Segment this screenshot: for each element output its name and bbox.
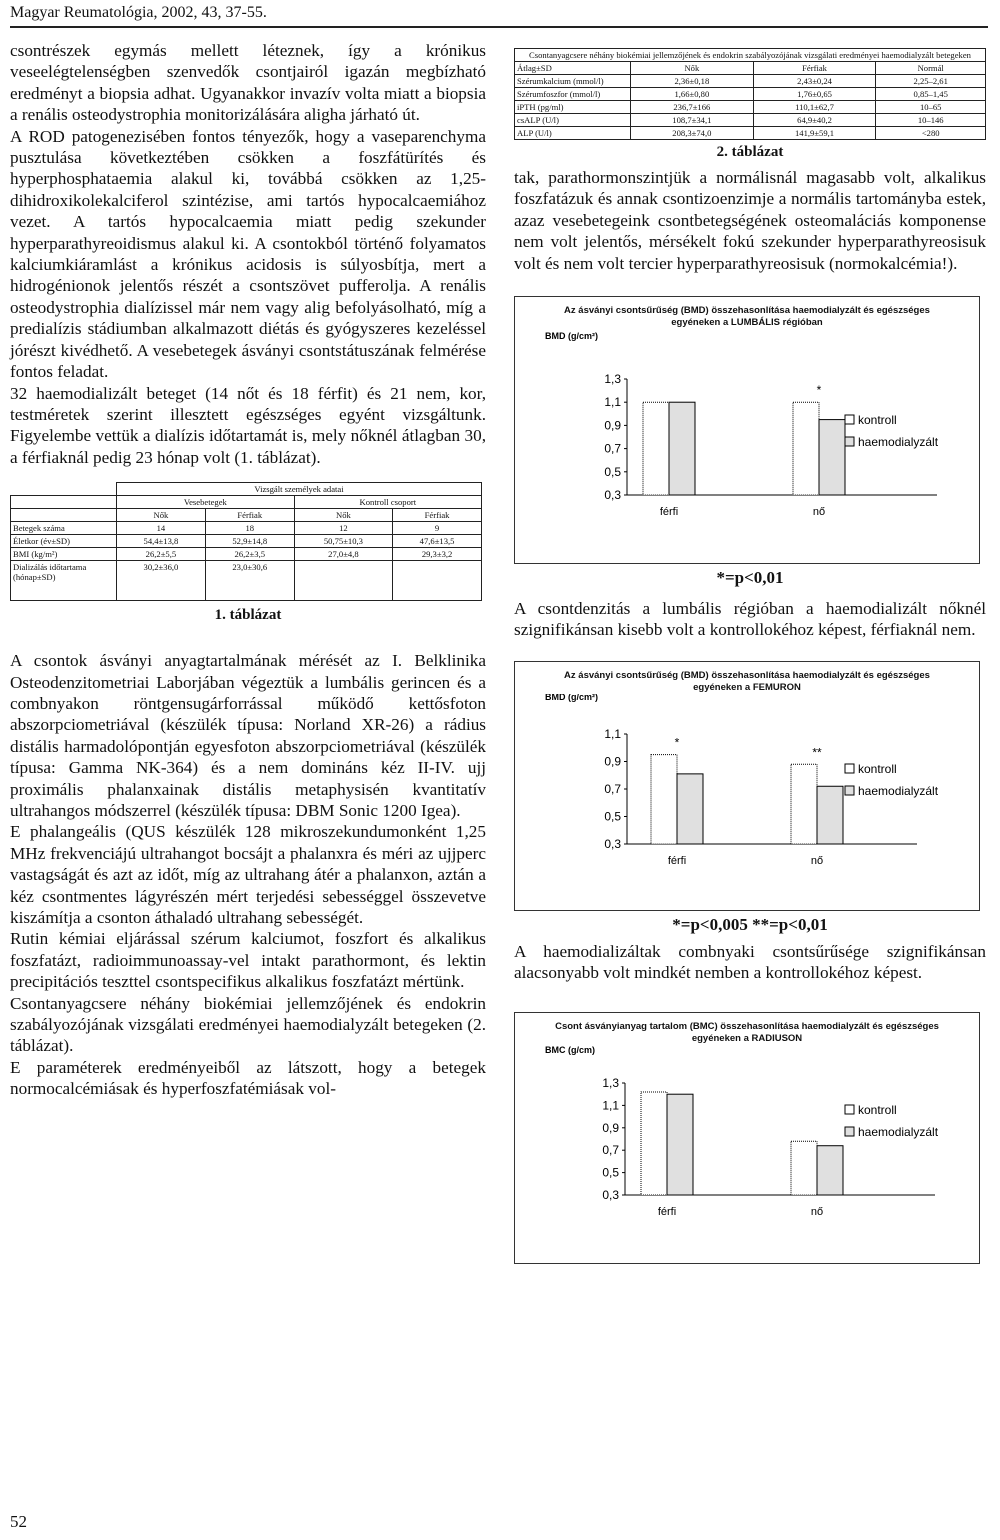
y-axis-label: BMC (g/cm) — [545, 1044, 595, 1055]
legend-swatch — [845, 764, 854, 773]
table-row — [11, 535, 482, 548]
chart-plot — [515, 694, 979, 892]
legend-label: kontroll — [858, 413, 897, 428]
legend-label: haemodialyzált — [858, 783, 939, 798]
chart-title: Csont ásványianyag tartalom (BMC) összehasonlítása haemodialyzált és egészséges egyéneken a RADIUSON — [555, 1020, 939, 1044]
chart-femur — [514, 661, 980, 911]
table-cell: 9 — [393, 522, 482, 535]
table-cell: 26,2±5,5 — [117, 548, 206, 561]
chart-title: Az ásványi csontsűrűség (BMD) összehasonlítása haemodialyzált és egészséges egyéneken a LUMBÁLIS régióban — [564, 305, 930, 329]
legend-swatch — [845, 437, 854, 446]
table-cell: 23,0±30,6 — [205, 561, 294, 601]
paragraph: Csontanyagcsere néhány biokémiai jellemzőjének és endokrin szabályozójának vizsgálati eredményei haemodialyzált betegeken (2. táblázat). — [10, 993, 486, 1056]
table-cell: 1,66±0,80 — [631, 88, 754, 101]
table-row — [11, 561, 482, 601]
table-cell: 30,2±36,0 — [117, 561, 206, 601]
left-column — [10, 40, 486, 1100]
y-tick-label: 0,3 — [602, 1187, 619, 1202]
table-title: Csontanyagcsere néhány biokémiai jellemzőjének és endokrin szabályozójának vizsgálati eredményei haemodialyzált betegeken — [515, 49, 986, 62]
chart-plot — [515, 1045, 979, 1245]
significance-note: *=p<0,005 **=p<0,01 — [672, 914, 828, 934]
row-label: Dializálás időtartama (hónap±SD) — [11, 561, 117, 601]
table-header: Férfiak — [753, 62, 876, 75]
table-cell: 208,3±74,0 — [631, 127, 754, 140]
x-category-label: nő — [810, 1205, 824, 1218]
y-tick-label: 0,5 — [604, 809, 621, 824]
chart-title: Az ásványi csontsűrűség (BMD) összehasonlítása haemodialyzált és egészséges egyéneken a FEMURON — [564, 669, 930, 693]
bar-kontroll — [791, 1141, 817, 1195]
row-label: Életkor (év±SD) — [11, 535, 117, 548]
table-cell: 54,4±13,8 — [117, 535, 206, 548]
table-cell: 10–65 — [876, 101, 986, 114]
table-cell — [393, 561, 482, 601]
table-cell: 47,6±13,5 — [393, 535, 482, 548]
y-tick-label: 1,3 — [602, 1075, 619, 1090]
y-tick-label: 0,9 — [604, 418, 621, 433]
table-cell: 64,9±40,2 — [753, 114, 876, 127]
table-cell: 10–146 — [876, 114, 986, 127]
bar-haemodialyzált — [817, 1145, 843, 1194]
table-cell: <280 — [876, 127, 986, 140]
table-row — [11, 522, 482, 535]
table-row — [515, 88, 986, 101]
y-tick-label: 0,3 — [604, 488, 621, 503]
bar-kontroll — [643, 402, 669, 495]
y-tick-label: 0,7 — [604, 441, 621, 456]
paragraph: A csontdenzitás a lumbális régióban a haemodializált nőknél szignifikánsan kisebb volt a kontrollokéhoz képest, férfiaknál nem. — [514, 599, 986, 640]
y-axis-label: BMD (g/cm²) — [545, 331, 598, 342]
bar-haemodialyzált — [667, 1094, 693, 1195]
y-tick-label: 0,7 — [602, 1142, 619, 1157]
paragraph: E phalangeális (QUS készülék 128 mikroszekundumonként 1,25 MHz frekvenciájú ultrahangot bocsájt a phalanxra és méri az ujjperc vastagságát és azt az időt, míg az ultrahang átér a phalanxon, aztán a kéz csontmentes lágyrészén mért terjedési sebességgel összevetve kiszámítja a csonton áthaladó ultrahang sebességét. — [10, 822, 486, 927]
legend-label: kontroll — [858, 761, 897, 776]
table-1 — [10, 482, 486, 624]
x-category-label: férfi — [667, 854, 687, 867]
table-cell: 18 — [205, 522, 294, 535]
y-tick-label: 0,5 — [604, 464, 621, 479]
table-header: Kontroll csoport — [294, 496, 481, 509]
table-cell: 2,43±0,24 — [753, 75, 876, 88]
bar-haemodialyzált — [669, 402, 695, 495]
table-header: Vesebetegek — [117, 496, 295, 509]
y-tick-label: 0,3 — [604, 836, 621, 851]
table-2 — [514, 48, 986, 161]
paragraph: A ROD patogenezisében fontos tényezők, hogy a vaseparenchyma pusztulása következtében csökken a foszfátürítés és hyperphosphataemia alakul ki, továbbá csökken az 1,25-dihidroxikolekalciferol szintézise, ami tartós hypocalcaemiához vezet. A tartós hypocalcaemia miatt pedig szekunder hyperparathyreoidismus alakul ki. A csontokból történő folyamatos kalciumkiáramlást a krónikus acidosis is súlyosbítja, mert a hidrogénionok jelentős részét a csontszövet pufferolja. A renális osteodystrophia dialízissel már nem vagy alig befolyásolható, míg a predialízis stádiumban alkalmazott diétás és gyógyszeres kezeléssel jórészt kivédhető. A vesebetegek ásványi csontstátuszának felmérése fontos feladat. — [10, 126, 486, 382]
journal-header: Magyar Reumatológia, 2002, 43, 37-55. — [10, 4, 267, 21]
x-category-label: nő — [812, 506, 826, 519]
row-label: csALP (U/l) — [515, 114, 631, 127]
table-cell: 14 — [117, 522, 206, 535]
y-tick-label: 1,1 — [602, 1098, 619, 1113]
paragraph: Rutin kémiai eljárással szérum kalciumot, foszfort és alkalikus foszfatázt, radioimmunoassay-vel intakt parathormont, és lektin precipitációs teszttel csontspecifikus alkalikus foszfatázt mértünk. — [10, 929, 486, 992]
y-tick-label: 1,1 — [604, 726, 621, 741]
table-cell: 52,9±14,8 — [205, 535, 294, 548]
table-cell: 29,3±3,2 — [393, 548, 482, 561]
bar-kontroll — [791, 764, 817, 844]
significance-marker: * — [674, 735, 680, 750]
row-label: ALP (U/l) — [515, 127, 631, 140]
table-cell: 1,76±0,65 — [753, 88, 876, 101]
bar-kontroll — [793, 402, 819, 495]
table-cell — [294, 561, 392, 601]
table-header: Nők — [294, 509, 392, 522]
y-tick-label: 0,9 — [604, 754, 621, 769]
y-axis-label: BMD (g/cm²) — [545, 693, 598, 702]
paragraph: csontrészek egymás mellett léteznek, így a krónikus veseelégtelenségben szenvedők csontjairól igazán megbízható eredményt a biopsia adhat. Ugyanakkor invazív volta miatt a biopsia a renális osteodystrophia monitorizálására aligha járható út. — [10, 41, 486, 125]
table-row — [515, 127, 986, 140]
table-header: Férfiak — [393, 509, 482, 522]
chart-lumbal — [514, 296, 980, 564]
header-rule — [10, 26, 988, 28]
page-number: 52 — [10, 1512, 27, 1531]
table-header: Nők — [117, 509, 206, 522]
row-label: iPTH (pg/ml) — [515, 101, 631, 114]
table-row — [11, 548, 482, 561]
y-tick-label: 0,7 — [604, 781, 621, 796]
y-tick-label: 1,3 — [604, 372, 621, 387]
table-header: Vizsgált személyek adatai — [117, 483, 482, 496]
table-caption: 1. táblázat — [214, 607, 282, 624]
bar-haemodialyzált — [677, 774, 703, 844]
row-label: BMI (kg/m²) — [11, 548, 117, 561]
row-label: Betegek száma — [11, 522, 117, 535]
legend-label: haemodialyzált — [858, 1124, 939, 1139]
table-cell: 2,25–2,61 — [876, 75, 986, 88]
legend-swatch — [845, 1127, 854, 1136]
table-cell: 12 — [294, 522, 392, 535]
table-caption: 2. táblázat — [716, 144, 784, 160]
table-cell: 236,7±166 — [631, 101, 754, 114]
paragraph: E paraméterek eredményeiből az látszott, hogy a betegek normocalcémiásak és hyperfoszfatémiásak vol- — [10, 1057, 486, 1099]
bar-haemodialyzált — [819, 420, 845, 495]
legend-label: haemodialyzált — [858, 435, 939, 450]
bar-kontroll — [651, 754, 677, 843]
table-cell: 26,2±3,5 — [205, 548, 294, 561]
table-cell: 0,85–1,45 — [876, 88, 986, 101]
legend-swatch — [845, 1105, 854, 1114]
paragraph: A csontok ásványi anyagtartalmának mérését az I. Belklinika Osteodenzitometriai Laborjában végeztük a lumbális gerincen és a combnyakon röntgensugárforrással működő kettősfoton abszorpciometriával (készülék típusa: Norland XR-26) a rádius distális harmadolópontján egyesfoton abszorpciometriával (készülék típusa: Gamma NK-364) és a nem domináns kéz II-IV. ujj proximális phalanxainak distális metaphysisén kvantitatív ultrahangos módszerrel (készülék típusa: DBM Sonic 1200 Igea). — [10, 651, 486, 820]
legend-swatch — [845, 786, 854, 795]
table-row — [515, 75, 986, 88]
legend-swatch — [845, 415, 854, 424]
chart-radius — [514, 1012, 980, 1264]
x-category-label: férfi — [657, 1205, 677, 1218]
bar-kontroll — [641, 1092, 667, 1195]
x-category-label: nő — [810, 854, 824, 867]
bar-haemodialyzált — [817, 786, 843, 844]
table-header: Normál — [876, 62, 986, 75]
y-tick-label: 0,9 — [602, 1120, 619, 1135]
table-cell: 110,1±62,7 — [753, 101, 876, 114]
table-header: Nők — [631, 62, 754, 75]
table-header: Férfiak — [205, 509, 294, 522]
table-cell: 108,7±34,1 — [631, 114, 754, 127]
y-tick-label: 0,5 — [602, 1165, 619, 1180]
paragraph: A haemodializáltak combnyaki csontsűrűsége szignifikánsan alacsonyabb volt mindkét nemben a kontrollokéhoz képest. — [514, 941, 986, 983]
legend-label: kontroll — [858, 1102, 897, 1117]
significance-note: *=p<0,01 — [716, 568, 784, 588]
row-label: Szérumfoszfor (mmol/l) — [515, 88, 631, 101]
table-cell: 50,75±10,3 — [294, 535, 392, 548]
table-header: Átlag±SD — [515, 62, 631, 75]
table-row — [515, 114, 986, 127]
x-category-label: férfi — [659, 506, 679, 519]
right-column — [514, 40, 986, 1264]
table-cell: 2,36±0,18 — [631, 75, 754, 88]
paragraph: 32 haemodializált beteget (14 nőt és 18 férfit) és 21 nem, kor, testméretek szerint illesztett egészséges egyént vizsgáltunk. Figyelembe vettük a dialízis időtartamát is, mely nőknél átlagban 30, a férfiaknál pedig 23 hónap volt (1. táblázat). — [10, 383, 486, 467]
significance-marker: ** — [812, 745, 822, 760]
y-tick-label: 1,1 — [604, 395, 621, 410]
table-cell: 141,9±59,1 — [753, 127, 876, 140]
table-cell: 27,0±4,8 — [294, 548, 392, 561]
significance-marker: * — [816, 383, 822, 398]
table-row — [515, 101, 986, 114]
paragraph: tak, parathormonszintjük a normálisnál magasabb volt, alkalikus foszfatázuk és annak csontizoenzimje a normális tartományba estek, azaz vesebetegeink csontbetegségének osteomaláciás komponense nem volt jelentős, mérsékelt fokú szekunder hyperparathyreosisuk volt és nem volt tercier hyperparathyreosisuk (normokalcémia!). — [514, 168, 986, 273]
chart-plot — [515, 329, 979, 537]
row-label: Szérumkalcium (mmol/l) — [515, 75, 631, 88]
